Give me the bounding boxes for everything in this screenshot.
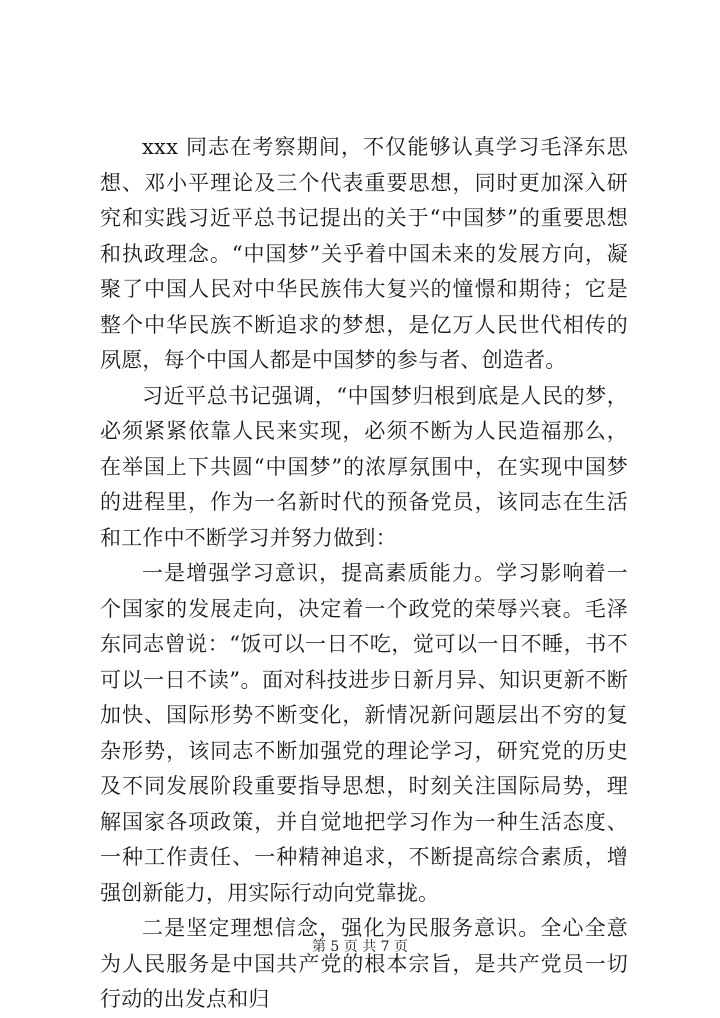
page-number-footer: 第 5 页 共 7 页: [311, 939, 409, 955]
paragraph-2: 习近平总书记强调，“中国梦归根到底是人民的梦，必须紧紧依靠人民来实现，必须不断为人民造福那么，在举国上下共圆“中国梦”的浓厚氛围中，在实现中国梦的进程里，作为一名新时代的预备党员，该同志在生活和工作中不断学习并努力做到：: [100, 383, 628, 550]
paragraph-4: 二是坚定理想信念，强化为民服务意识。全心全意为人民服务是中国共产党的根本宗旨，是共产党员一切行动的出发点和归: [100, 916, 628, 1011]
document-body: [100, 130, 628, 1018]
paragraph-3: 一是增强学习意识，提高素质能力。学习影响着一个国家的发展走向，决定着一个政党的荣辱兴衰。毛泽东同志曾说：“饭可以一日不吃，觉可以一日不睡，书不可以一日不读”。面对科技进步日新月异、知识更新不断加快、国际形势不断变化，新情况新问题层出不穷的复杂形势，该同志不断加强党的理论学习，研究党的历史及不同发展阶段重要指导思想，时刻关注国际局势，理解国家各项政策，并自觉地把学习作为一种生活态度、一种工作责任、一种精神追求，不断提高综合素质，增强创新能力，用实际行动向党靠拢。: [100, 561, 628, 905]
paragraph-1: xxx 同志在考察期间，不仅能够认真学习毛泽东思想、邓小平理论及三个代表重要思想，同时更加深入研究和实践习近平总书记提出的关于“中国梦”的重要思想和执政理念。“中国梦”关乎着中国未来的发展方向，凝聚了中国人民对中华民族伟大复兴的憧憬和期待；它是整个中华民族不断追求的梦想，是亿万人民世代相传的夙愿，每个中国人都是中国梦的参与者、创造者。: [100, 135, 628, 372]
